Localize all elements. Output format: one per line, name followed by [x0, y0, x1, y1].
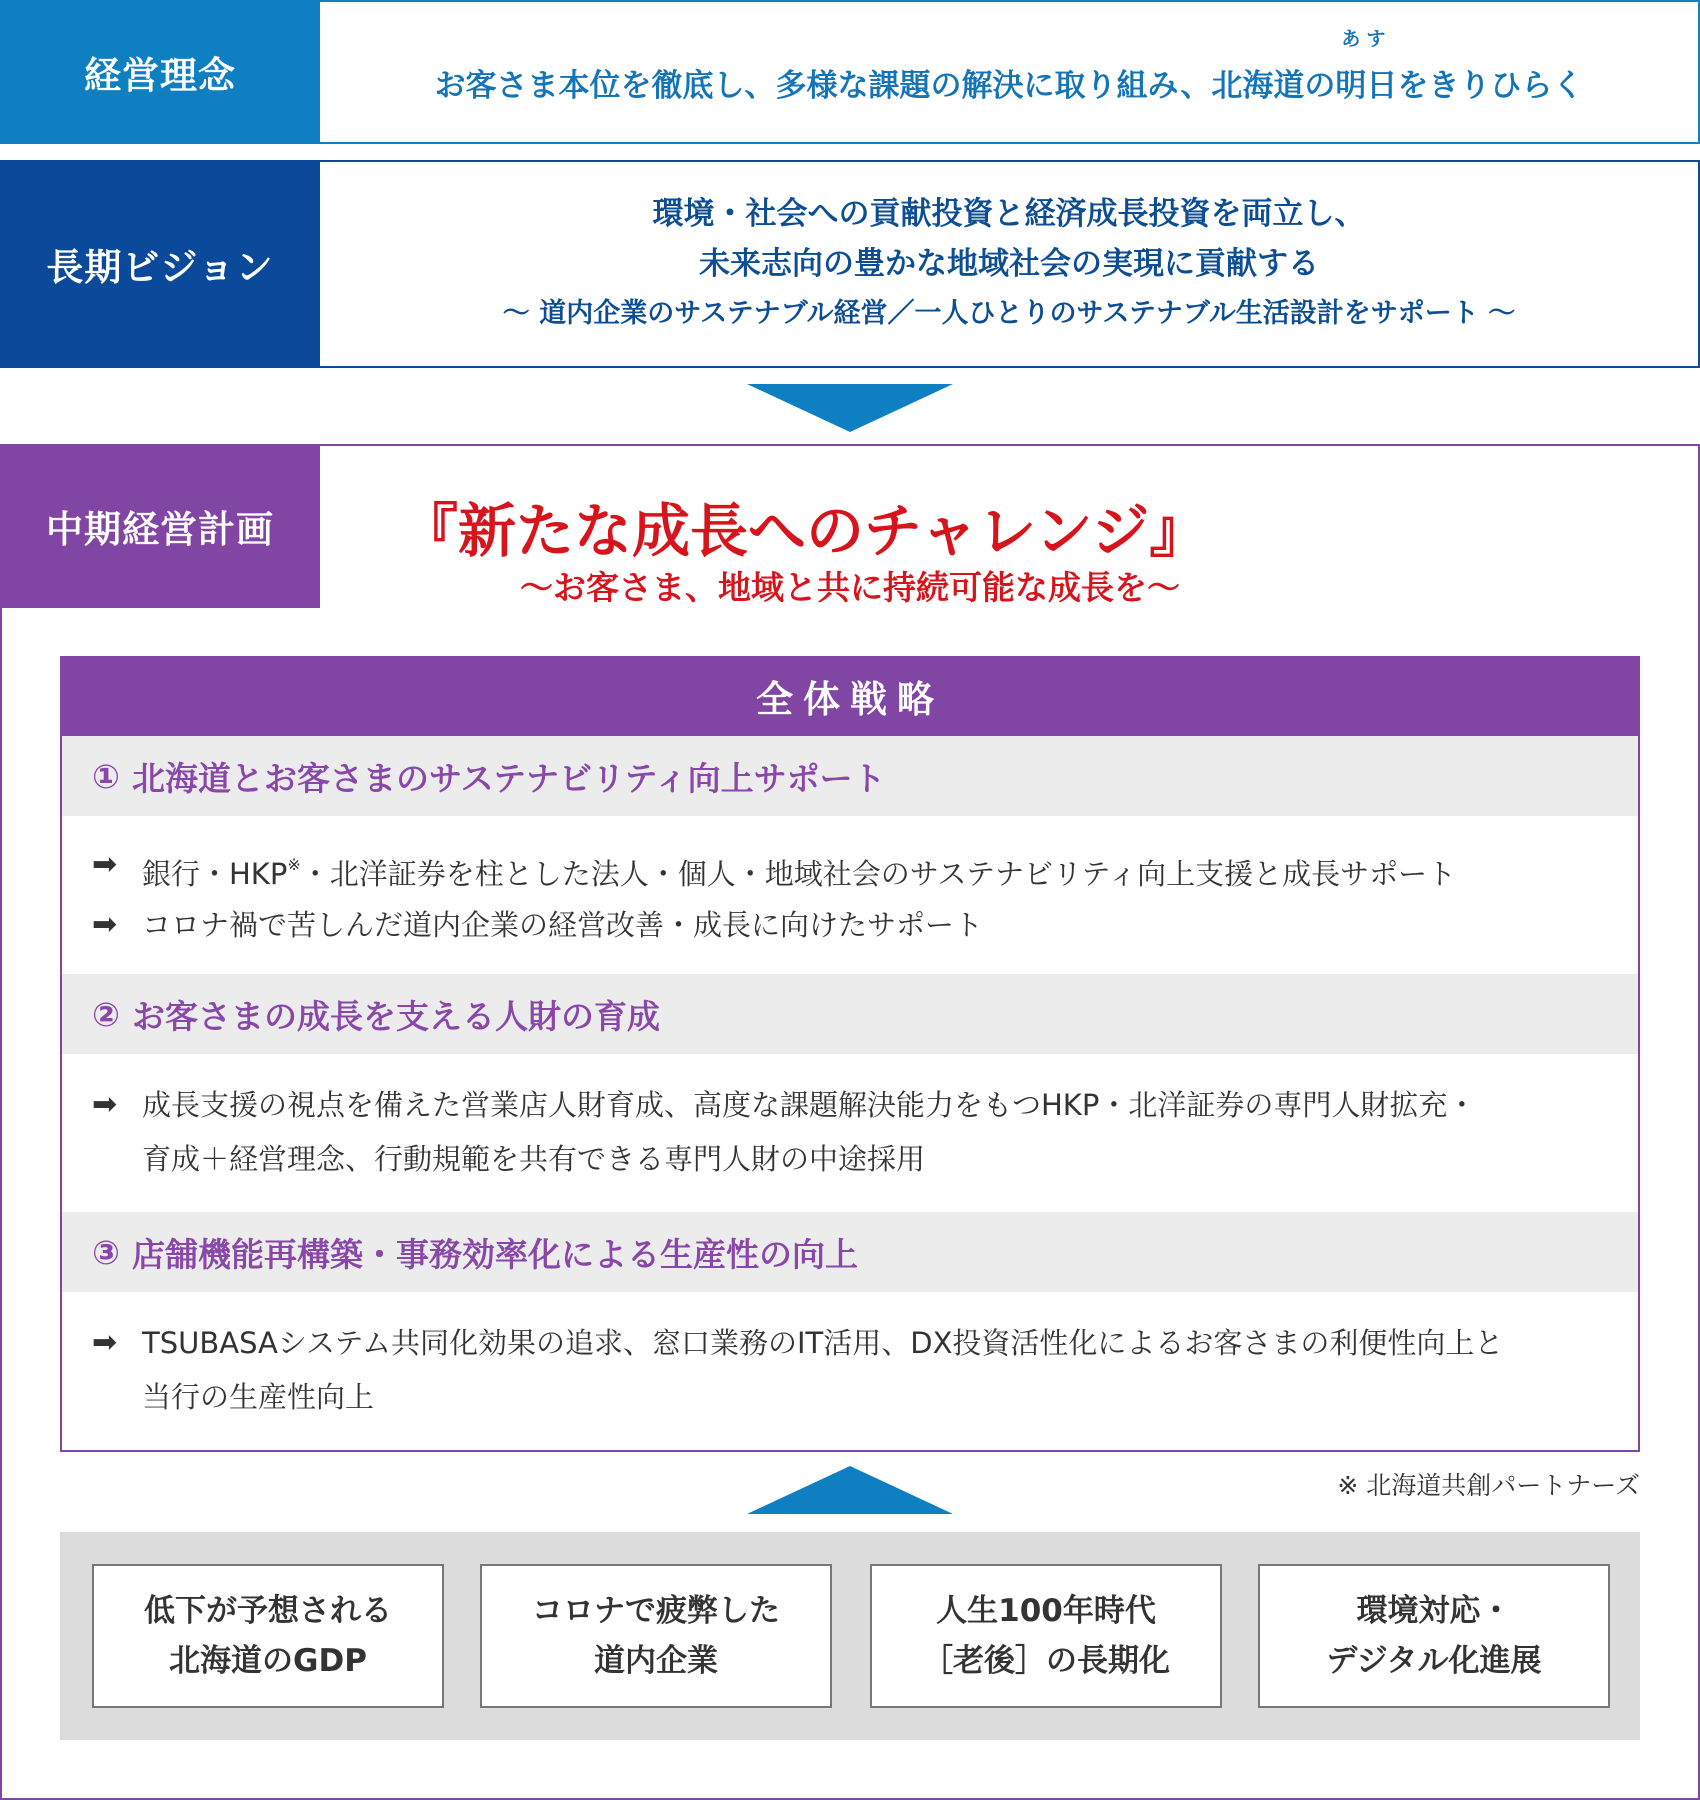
- philosophy-text: [434, 27, 1584, 105]
- item-text: [142, 1078, 1476, 1186]
- strategy-section-1-heading: [62, 736, 1638, 816]
- vision-line-1: 環境・社会への貢献投資と経済成長投資を両立し、: [652, 196, 1366, 232]
- issue-line-2: ［老後］の長期化: [922, 1643, 1170, 1679]
- philosophy-ruby: [1335, 27, 1398, 105]
- item-text-line-1: 成長支援の視点を備えた営業店人財育成、高度な課題解決能力をもつHKP・北洋証券の専門人財拡充・: [142, 1088, 1477, 1122]
- issue-line-1: 低下が予想される: [144, 1593, 392, 1629]
- section-number: ③: [92, 1232, 120, 1272]
- item-text-line-2: 育成＋経営理念、行動規範を共有できる専門人財の中途採用: [142, 1142, 926, 1176]
- issue-box: [92, 1564, 444, 1708]
- issue-text: [1326, 1586, 1541, 1686]
- arrow-right-icon: ➡: [92, 1087, 118, 1122]
- vision-box: [320, 160, 1700, 368]
- section-title: お客さまの成長を支える人財の育成: [131, 996, 660, 1036]
- section-number: ②: [92, 994, 120, 1034]
- strategy-header: 全体戦略: [60, 656, 1640, 736]
- footnote-mark: ※: [287, 855, 301, 874]
- item-text: [142, 838, 1456, 901]
- issue-box: [1258, 1564, 1610, 1708]
- arrow-right-icon: ➡: [92, 1325, 118, 1360]
- plan-label: 中期経営計画: [0, 444, 320, 608]
- item-text: [142, 1316, 1503, 1424]
- section-title: 北海道とお客さまのサステナビリティ向上サポート: [131, 758, 886, 798]
- issue-line-2: 道内企業: [594, 1643, 718, 1679]
- item-text-line-2: 当行の生産性向上: [142, 1380, 375, 1414]
- issue-line-2: 北海道のGDP: [169, 1643, 367, 1679]
- strategy-section-3-heading: [62, 1212, 1638, 1292]
- issue-box: [870, 1564, 1222, 1708]
- vision-subline: ～ 道内企業のサステナブル経営／一人ひとりのサステナブル生活設計をサポート ～: [502, 298, 1516, 329]
- arrow-down-icon: [747, 384, 953, 432]
- vision-line-2: 未来志向の豊かな地域社会の実現に貢献する: [699, 246, 1319, 282]
- issue-text: [922, 1586, 1170, 1686]
- plan-title: 『新たな成長へのチャレンジ』: [400, 497, 1208, 565]
- vision-label: 長期ビジョン: [0, 160, 320, 368]
- section-number: ①: [92, 756, 120, 796]
- philosophy-box: [320, 0, 1700, 144]
- issue-line-1: 人生100年時代: [936, 1593, 1156, 1629]
- item-text-pre: 銀行・HKP: [142, 857, 288, 891]
- item-text-post: ・北洋証券を柱とした法人・個人・地域社会のサステナビリティ向上支援と成長サポート: [300, 857, 1457, 891]
- item-text-line-1: TSUBASAシステム共同化効果の追求、窓口業務のIT活用、DX投資活性化によるお客さまの利便性向上と: [142, 1326, 1504, 1360]
- strategy-section-2-heading: [62, 974, 1638, 1054]
- issue-line-2: デジタル化進展: [1326, 1643, 1542, 1679]
- strategy-item: [92, 898, 1612, 952]
- issue-line-1: 環境対応・: [1356, 1593, 1512, 1629]
- strategy-item: [92, 1316, 1612, 1424]
- philosophy-text-before: お客さま本位を徹底し、多様な課題の解決に取り組み、北海道の: [434, 67, 1336, 104]
- plan-subtitle: ～お客さま、地域と共に持続可能な成長を～: [520, 568, 1180, 607]
- issue-text: [144, 1586, 392, 1686]
- issue-text: [532, 1586, 780, 1686]
- ruby-reading: あす: [1341, 27, 1392, 50]
- issue-line-1: コロナで疲弊した: [532, 1593, 780, 1629]
- arrow-right-icon: ➡: [92, 847, 118, 882]
- section-title: 店舗機能再構築・事務効率化による生産性の向上: [131, 1234, 858, 1274]
- philosophy-label: 経営理念: [0, 0, 320, 144]
- issue-box: [480, 1564, 832, 1708]
- strategy-item: [92, 1078, 1612, 1186]
- philosophy-text-after: をきりひらく: [1397, 67, 1584, 104]
- strategy-item: [92, 838, 1612, 901]
- ruby-base: 明日: [1335, 67, 1398, 104]
- item-text: コロナ禍で苦しんだ道内企業の経営改善・成長に向けたサポート: [142, 908, 984, 942]
- arrow-up-icon: [747, 1466, 953, 1514]
- arrow-right-icon: ➡: [92, 907, 118, 942]
- footnote: ※ 北海道共創パートナーズ: [1337, 1471, 1640, 1500]
